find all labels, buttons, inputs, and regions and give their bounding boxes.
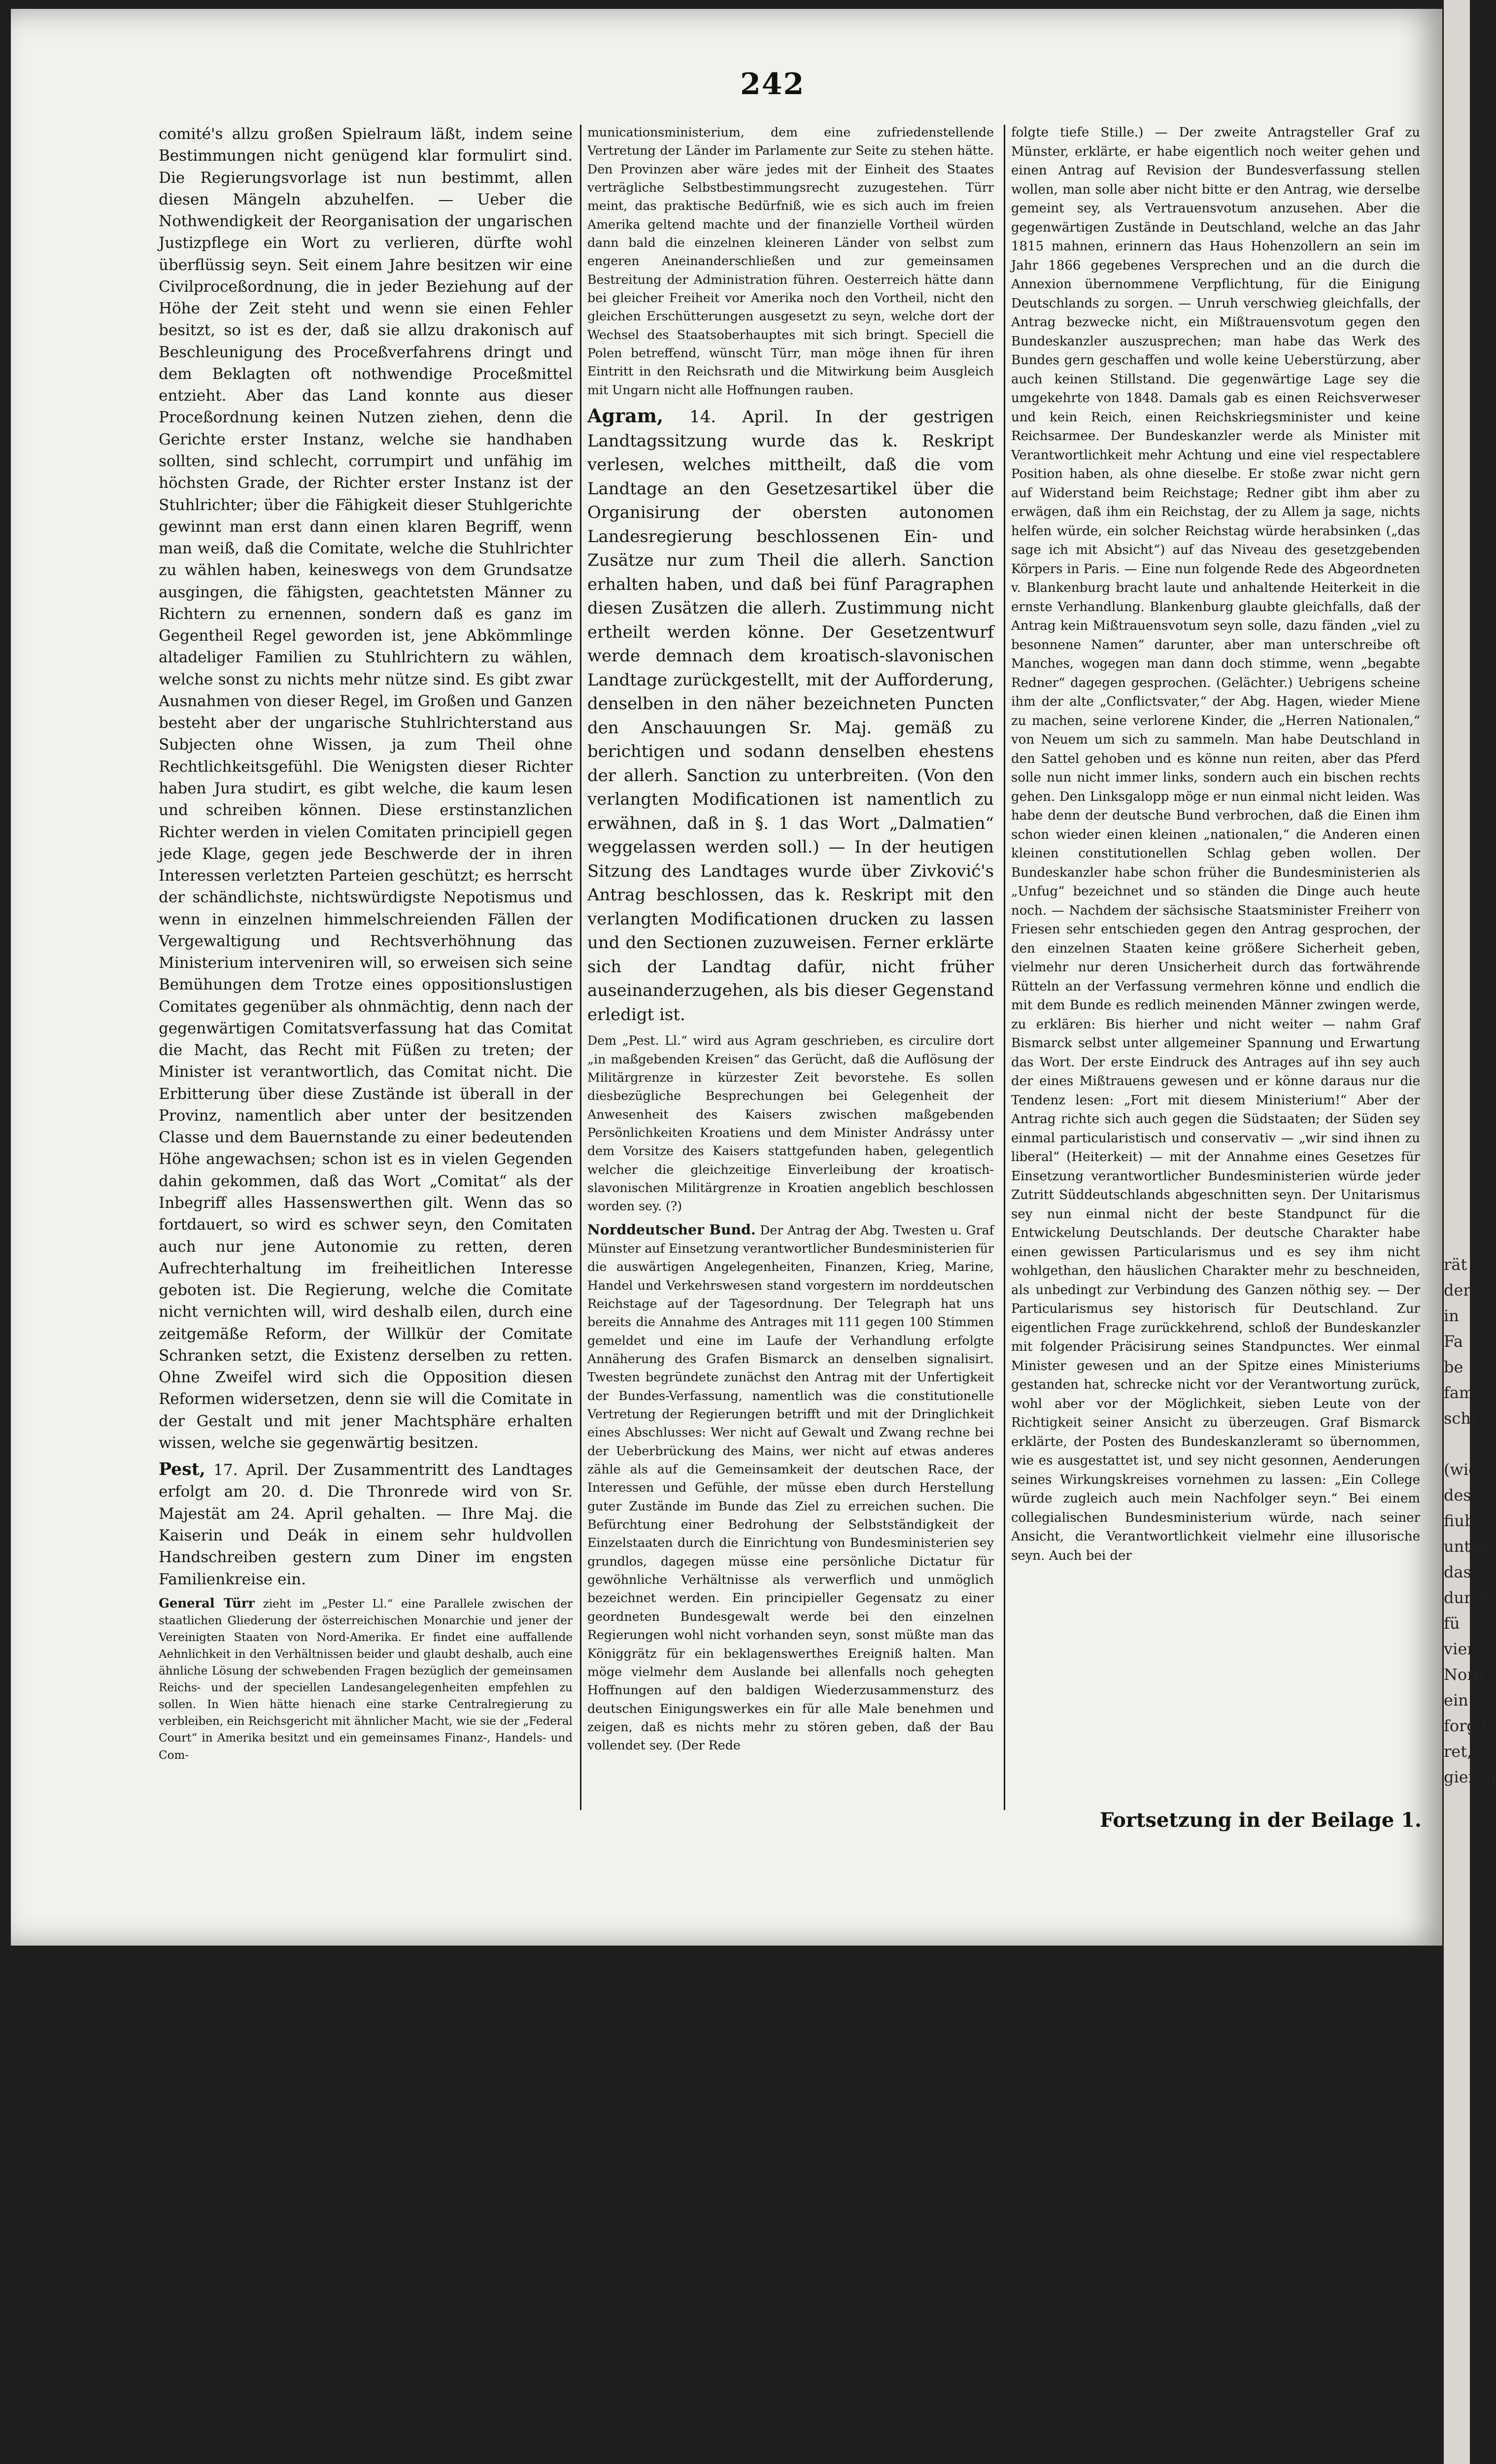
article-paragraph (587, 404, 994, 1027)
article-paragraph (587, 1031, 994, 1215)
adjacent-page-fragment: vier (1444, 1640, 1475, 1658)
adjacent-page-fragment: das (1444, 1563, 1471, 1581)
article-paragraph (587, 123, 994, 399)
adjacent-page-fragment: fam (1444, 1383, 1474, 1402)
article-paragraph (159, 1595, 573, 1764)
article-text: Der Antrag der Abg. Twesten u. Graf Münster auf Einsetzung verantwortlicher Bundesministerien für die auswärtigen Angelegenheiten, Finanzen, Krieg, Marine, Handel und Verkehrswesen stand vorgestern im norddeutschen Reichstage auf der Tagesordnung. Der Telegraph hat uns bereits die Annahme des Antrages mit 111 gegen 100 Stimmen gemeldet und eine im Laufe der Verhandlung erfolgte Annäherung des Grafen Bismarck an denselben signalisirt. Twesten begründete zunächst den Antrag mit der Unfertigkeit der Bundes-Verfassung, namentlich was die constitutionelle Vertretung der Regierungen betrifft und mit der Dringlichkeit eines Abschlusses: Wer nicht auf Gewalt und Zwang rechne bei der Ueberbrückung des Mains, wer nicht auf etwas anderes zähle als auf die Gemeinsamkeit der deutschen Race, der Interessen und Gefühle, der müsse eben durch Herstellung guter Zustände im Bunde das Ziel zu erreichen suchen. Die Befürchtung einer Bedrohung der Selbstständigkeit der Einzelstaaten durch die Einrichtung von Bundesministerien sey grundlos, dagegen müsse eine persönliche Dictatur für gewöhnliche Verhältnisse als verwerflich und unmöglich bezeichnet werden. Ein principieller Gegensatz zu einer geordneten Bundesgewalt werde bei den einzelnen Regierungen wohl nicht vorhanden seyn, sonst müßte man das Königgrätz für ein beklagenswerthes Ereigniß halten. Man möge vielmehr dem Auslande bei allenfalls noch gehegten Hoffnungen auf den baldigen Wiederzusammensturz des deutschen Einigungswerkes ein für alle Male benehmen und zeigen, daß es nichts mehr zu stören geben, daß der Bau vollendet sey. (Der Rede (587, 1223, 994, 1753)
column-left (159, 123, 573, 1769)
article-paragraph (159, 123, 573, 1454)
column-divider (1004, 125, 1005, 1810)
column-divider (580, 125, 581, 1810)
adjacent-page-fragment: der (1444, 1281, 1471, 1300)
adjacent-page-fragment: in (1444, 1306, 1459, 1325)
article-text: municationsministerium, dem eine zufriedenstellende Vertretung der Länder im Parlamente zur Seite zu stehen hätte. Den Provinzen aber wäre jedes mit der Einheit des Staates verträgliche Selbstbestimmungsrecht zuzugestehen. Türr meint, das praktische Bedürfniß, wie es sich auch im freien Amerika geltend machte und der finanzielle Vortheil würden dann bald die einzelnen kleineren Länder von selbst zum engeren Aneinanderschließen und zur gemeinsamen Bestreitung der Administration führen. Oesterreich hätte dann bei gleicher Freiheit vor Amerika noch den Vortheil, nicht den gleichen Erschütterungen ausgesetzt zu seyn, welche dort der Wechsel des Staatsoberhauptes mit sich bringt. Speciell die Polen betreffend, wünscht Türr, man möge ihnen für ihren Eintritt in den Reichsrath und die Mitwirkung beim Ausgleich mit Ungarn nicht alle Hoffnungen rauben. (587, 125, 994, 397)
article-paragraph (159, 1459, 573, 1590)
adjacent-page-fragment: des (1444, 1486, 1471, 1505)
article-text: 14. April. In der gestrigen Landtagssitzung wurde das k. Reskript verlesen, welches mittheilt, daß die vom Landtage an den Gesetzesartikel über die Organisirung der obersten autonomen Landesregierung beschlossenen Ein- und Zusätze nur zum Theil die allerh. Sanction erhalten haben, und daß bei fünf Paragraphen diesen Zusätzen die allerh. Zustimmung nicht ertheilt werden könne. Der Gesetzentwurf werde demnach dem kroatisch-slavonischen Landtage zurückgestellt, mit der Aufforderung, denselben in den näher bezeichneten Puncten den Anschauungen Sr. Maj. gemäß zu berichtigen und sodann denselben ehestens der allerh. Sanction zu unterbreiten. (Von den verlangten Modificationen ist namentlich zu erwähnen, daß in §. 1 das Wort „Dalmatien“ weggelassen werden soll.) — In der heutigen Sitzung des Landtages wurde über Zivković's Antrag beschlossen, das k. Reskript mit den verlangten Modificationen drucken zu lassen und den Sectionen zuzuweisen. Ferner erklärte sich der Landtag dafür, nicht früher auseinanderzugehen, als bis dieser Gegenstand erledigt ist. (587, 407, 994, 1025)
article-dateline: Agram, (587, 405, 664, 427)
adjacent-page-fragment: Fa (1444, 1332, 1463, 1351)
article-text: comité's allzu großen Spielraum läßt, indem seine Bestimmungen nicht genügend klar formulirt sind. Die Regierungsvorlage ist nun bestimmt, allen diesen Mängeln abzuhelfen. — Ueber die Nothwendigkeit der Reorganisation der ungarischen Justizpflege ein Wort zu verlieren, dürfte wohl überflüssig seyn. Seit einem Jahre besitzen wir eine Civilproceßordnung, die in jeder Beziehung auf der Höhe der Zeit steht und wenn sie einen Fehler besitzt, so ist es der, daß sie allzu drakonisch auf Beschleunigung des Proceßverfahrens dringt und dem Beklagten oft nothwendige Proceßmittel entzieht. Aber das Land konnte aus dieser Proceßordnung keinen Nutzen ziehen, denn die Gerichte erster Instanz, welche sie handhaben sollten, sind schlecht, corrumpirt und unfähig im höchsten Grade, der Richter erster Instanz ist der Stuhlrichter; über die Fähigkeit dieser Stuhlgerichte gewinnt man erst dann einen klaren Begriff, wenn man weiß, daß die Comitate, welche die Stuhlrichter zu wählen haben, keineswegs von dem Grundsatze ausgingen, die fähigsten, geachtetsten Männer zu Richtern zu ernennen, sondern daß es ganz im Gegentheil Regel geworden ist, jene Abkömmlinge altadeliger Familien zu Stuhlrichtern zu wählen, welche sonst zu nichts mehr nütze sind. Es gibt zwar Ausnahmen von dieser Regel, im Großen und Ganzen besteht aber der ungarische Stuhlrichterstand aus Subjecten ohne Wissen, ja zum Theil ohne Rechtlichkeitsgefühl. Die Wenigsten dieser Richter haben Jura studirt, es gibt welche, die kaum lesen und schreiben können. Diese erstinstanzlichen Richter werden in vielen Comitaten principiell gegen jede Klage, gegen jede Beschwerde der in ihren Interessen verletzten Parteien geschützt; es herrscht der schändlichste, nichtswürdigste Nepotismus und wenn in einzelnen himmelschreienden Fällen der Vergewaltigung und Rechtsverhöhnung das Ministerium interveniren will, so erweisen sich seine Bemühungen dem Trotze eines oppositionslustigen Comitates gegenüber als ohnmächtig, denn nach der gegenwärtigen Comitatsverfassung hat das Comitat die Macht, das Recht mit Füßen zu treten; der Minister ist verantwortlich, das Comitat nicht. Die Erbitterung über diese Zustände ist überall in der Provinz, namentlich aber unter der besitzenden Classe und dem Bauernstande zu einer bedeutenden Höhe angewachsen; schon ist es in vielen Gegenden dahin gekommen, daß das Wort „Comitat“ als der Inbegriff alles Hassenswerthen gilt. Wenn das so fortdauert, so wird es schwer seyn, den Comitaten auch nur jene Autonomie zu retten, deren Aufrechterhaltung im freiheitlichen Interesse geboten ist. Die Regierung, welche die Comitate nicht vernichten will, wird deshalb eilen, durch eine zeitgemäße Reform, der Willkür der Comitate Schranken setzt, die Existenz derselben zu retten. Ohne Zweifel wird sich die Opposition diesen Reformen widersetzen, denn sie will die Comitate in der Gestalt und mit jener Machtsphäre erhalten wissen, welche sie gegenwärtig besitzen. (159, 125, 573, 1452)
article-text: folgte tiefe Stille.) — Der zweite Antragsteller Graf zu Münster, erklärte, er habe eigentlich noch weiter gehen und einen Antrag auf Revision der Bundesverfassung stellen wollen, man solle aber nicht bitte er den Antrag, wie derselbe gemeint sey, als Vertrauensvotum anzusehen. Aber die gegenwärtigen Zustände in Deutschland, welche an das Jahr 1815 mahnen, erinnern das Haus Hohenzollern an sein im Jahr 1866 gegebenes Versprechen und an die durch die Annexion übernommene Verpflichtung, für die Einigung Deutschlands zu sorgen. — Unruh verschwieg gleichfalls, der Antrag bezwecke nicht, ein Mißtrauensvotum gegen den Bundeskanzler auszusprechen; man habe das Werk des Bundes gern geschaffen und wolle keine Ueberstürzung, aber auch keinen Stillstand. Die gegenwärtige Lage sey die umgekehrte von 1848. Damals gab es einen Reichsverweser und kein Reich, einen Reichskriegsminister und keine Reichsarmee. Der Bundeskanzler werde als Minister mit Verantwortlichkeit mehr Achtung und eine viel respectablere Position haben, als ohne dieselbe. Er stoße zwar nicht gern auf Widerstand beim Reichstage; Redner gibt ihm aber zu erwägen, daß ihm ein Reichstag, der zu Allem ja sage, nichts helfen würde, ein solcher Reichstag würde herabsinken („das sage ich mit Absicht“) auf das Niveau des gesetzgebenden Körpers in Paris. — Eine nun folgende Rede des Abgeordneten v. Blankenburg bracht laute und anhaltende Heiterkeit in die ernste Verhandlung. Blankenburg glaubte gleichfalls, daß der Antrag kein Mißtrauensvotum seyn solle, dazu fänden „viel zu besonnene Namen“ darunter, aber man unterschreibe oft Manches, wogegen man dann doch stimme, wenn „begabte Redner“ dagegen gesprochen. (Gelächter.) Uebrigens scheine ihm der alte „Conflictsvater,“ der Abg. Hagen, wieder Miene zu machen, seine verlorene Kinder, die „Herren Nationalen,“ von Neuem um sich zu sammeln. Man habe Deutschland in den Sattel gehoben und es könne nun reiten, aber das Pferd solle nun nicht immer links, sondern auch ein bischen rechts gehen. Den Linksgalopp möge er nun einmal nicht leiden. Was habe denn der deutsche Bund verbrochen, daß die Einen ihm schon wieder einen kleinen „nationalen,“ die Anderen einen kleinen constitutionellen Schlag geben wollen. Der Bundeskanzler habe schon früher die Bundesministerien als „Unfug“ bezeichnet und so ständen die Dinge auch heute noch. — Nachdem der sächsische Staatsminister Freiherr von Friesen sehr entschieden gegen den Antrag gesprochen, der den einzelnen Staaten keine größere Sicherheit geben, vielmehr nur deren Unsicherheit durch das fortwährende Rütteln an der Verfassung vermehren könne und endlich die mit dem Bunde es redlich meinenden Männer zwingen werde, zu erklären: Bis hierher und nicht weiter — nahm Graf Bismarck selbst unter allgemeiner Spannung und Erwartung das Wort. Der erste Eindruck des Antrages auf ihn sey auch der eines Mißtrauens gewesen und er könne daraus nur die Tendenz lesen: „Fort mit diesem Ministerium!“ Aber der Antrag richte sich auch gegen die Südstaaten; der Süden sey einmal particularistisch und conservativ — „wir sind ihnen zu liberal“ (Heiterkeit) — mit der Annahme eines Gesetzes für Einsetzung verantwortlicher Bundesministerien würde jeder Zutritt Süddeutschlands abgeschnitten seyn. Der Unitarismus sey nun einmal nicht der beste Standpunct für die Entwickelung Deutschlands. Der deutsche Charakter habe einen gewissen Particularismus und es sey ihm nicht wohlgethan, den häuslichen Charakter mehr zu beschneiden, als unbedingt zur Verbindung des Ganzen nöthig sey. — Der Particularismus sey historisch für Deutschland. Zur eigentlichen Frage zurückkehrend, schloß der Bundeskanzler mit folgender Präcisirung seines Standpunctes. Wer einmal Minister gewesen und an der Spitze eines Ministeriums gestanden hat, schrecke nicht vor der Verantwortung zurück, wohl aber vor der Möglichkeit, sieben Leute von der Richtigkeit seiner Ansicht zu überzeugen. Graf Bismarck erklärte, der Posten des Bundeskanzleramt so übernommen, wie es ausgestattet ist, und sey nicht gesonnen, Aenderungen seines Wirkungskreises vornehmen zu lassen: „Ein College würde zugleich auch mein Nachfolger seyn.“ Bei einem collegialischen Bundesministerium würde, nach seiner Ansicht, die Verantwortlichkeit vielmehr eine illusorische seyn. Auch bei der (1011, 125, 1420, 1563)
article-text: Dem „Pest. Ll.“ wird aus Agram geschrieben, es circulire dort „in maßgebenden Kreisen“ das Gerücht, daß die Auflösung der Militärgrenze in kürzester Zeit bevorstehe. Es sollen diesbezügliche Besprechungen bei Gelegenheit der Anwesenheit des Kaisers zwischen maßgebenden Persönlichkeiten Kroatiens und dem Minister Andrássy unter dem Vorsitze des Kaisers stattgefunden haben, gelegentlich welcher die gleichzeitige Einverleibung der kroatisch-slavonischen Militärgrenze in Kroatien angeblich beschlossen worden sey. (?) (587, 1033, 994, 1214)
adjacent-page-fragment: durch (1444, 1588, 1491, 1607)
adjacent-page-fragment: be (1444, 1358, 1463, 1376)
adjacent-page-fragment: ret, (1444, 1742, 1472, 1761)
article-paragraph (1011, 123, 1420, 1565)
article-dateline: General Türr (159, 1596, 255, 1611)
article-paragraph (587, 1221, 994, 1755)
adjacent-page-fragment: fü (1444, 1614, 1460, 1633)
adjacent-page-fragment: rät (1444, 1255, 1467, 1274)
adjacent-page-fragment: ein (1444, 1691, 1468, 1710)
page-number: 242 (740, 67, 805, 102)
article-text: zieht im „Pester Ll.“ eine Parallele zwischen der staatlichen Gliederung der österreichischen Monarchie und jener der Vereinigten Staaten von Nord-Amerika. Er findet eine auffallende Aehnlichkeit in den Verhältnissen beider und glaubt deshalb, auch eine ähnliche Lösung der schwebenden Fragen bezüglich der gemeinsamen Reichs- und der speciellen Landesangelegenheiten empfehlen zu sollen. In Wien hätte hienach eine starke Centralregierung zu verbleiben, ein Reichsgericht mit ähnlicher Macht, wie sie der „Federal Court“ in Amerika besitzt und ein gemeinsames Finanz-, Handels- und Com- (159, 1597, 573, 1762)
article-text: 17. April. Der Zusammentritt des Landtages erfolgt am 20. d. Die Thronrede wird von Sr. Majestät am 24. April gehalten. — Ihre Maj. die Kaiserin und Deák in einem sehr huldvollen Handschreiben gestern zum Diner im engsten Familienkreise ein. (159, 1461, 573, 1588)
adjacent-page-fragment (1444, 1431, 1470, 1457)
continuation-note: Fortsetzung in der Beilage 1. (1100, 1809, 1422, 1832)
article-dateline: Norddeutscher Bund. (587, 1221, 756, 1238)
adjacent-page-fragment: (wie (1444, 1460, 1478, 1479)
adjacent-page-fragment: forgu (1444, 1716, 1487, 1735)
article-dateline: Pest, (159, 1459, 205, 1480)
adjacent-page-fragment: fiub (1444, 1511, 1475, 1530)
adjacent-page-fragment: gierun (1444, 1768, 1496, 1786)
column-right (1011, 123, 1420, 1570)
adjacent-page-fragment: Nord (1444, 1665, 1485, 1684)
newspaper-page (11, 9, 1442, 1946)
adjacent-page-fragment: schl (1444, 1409, 1476, 1428)
adjacent-page-fragment: unter (1444, 1537, 1488, 1556)
adjacent-page-edge (1444, 0, 1496, 2464)
column-middle (587, 123, 994, 1760)
